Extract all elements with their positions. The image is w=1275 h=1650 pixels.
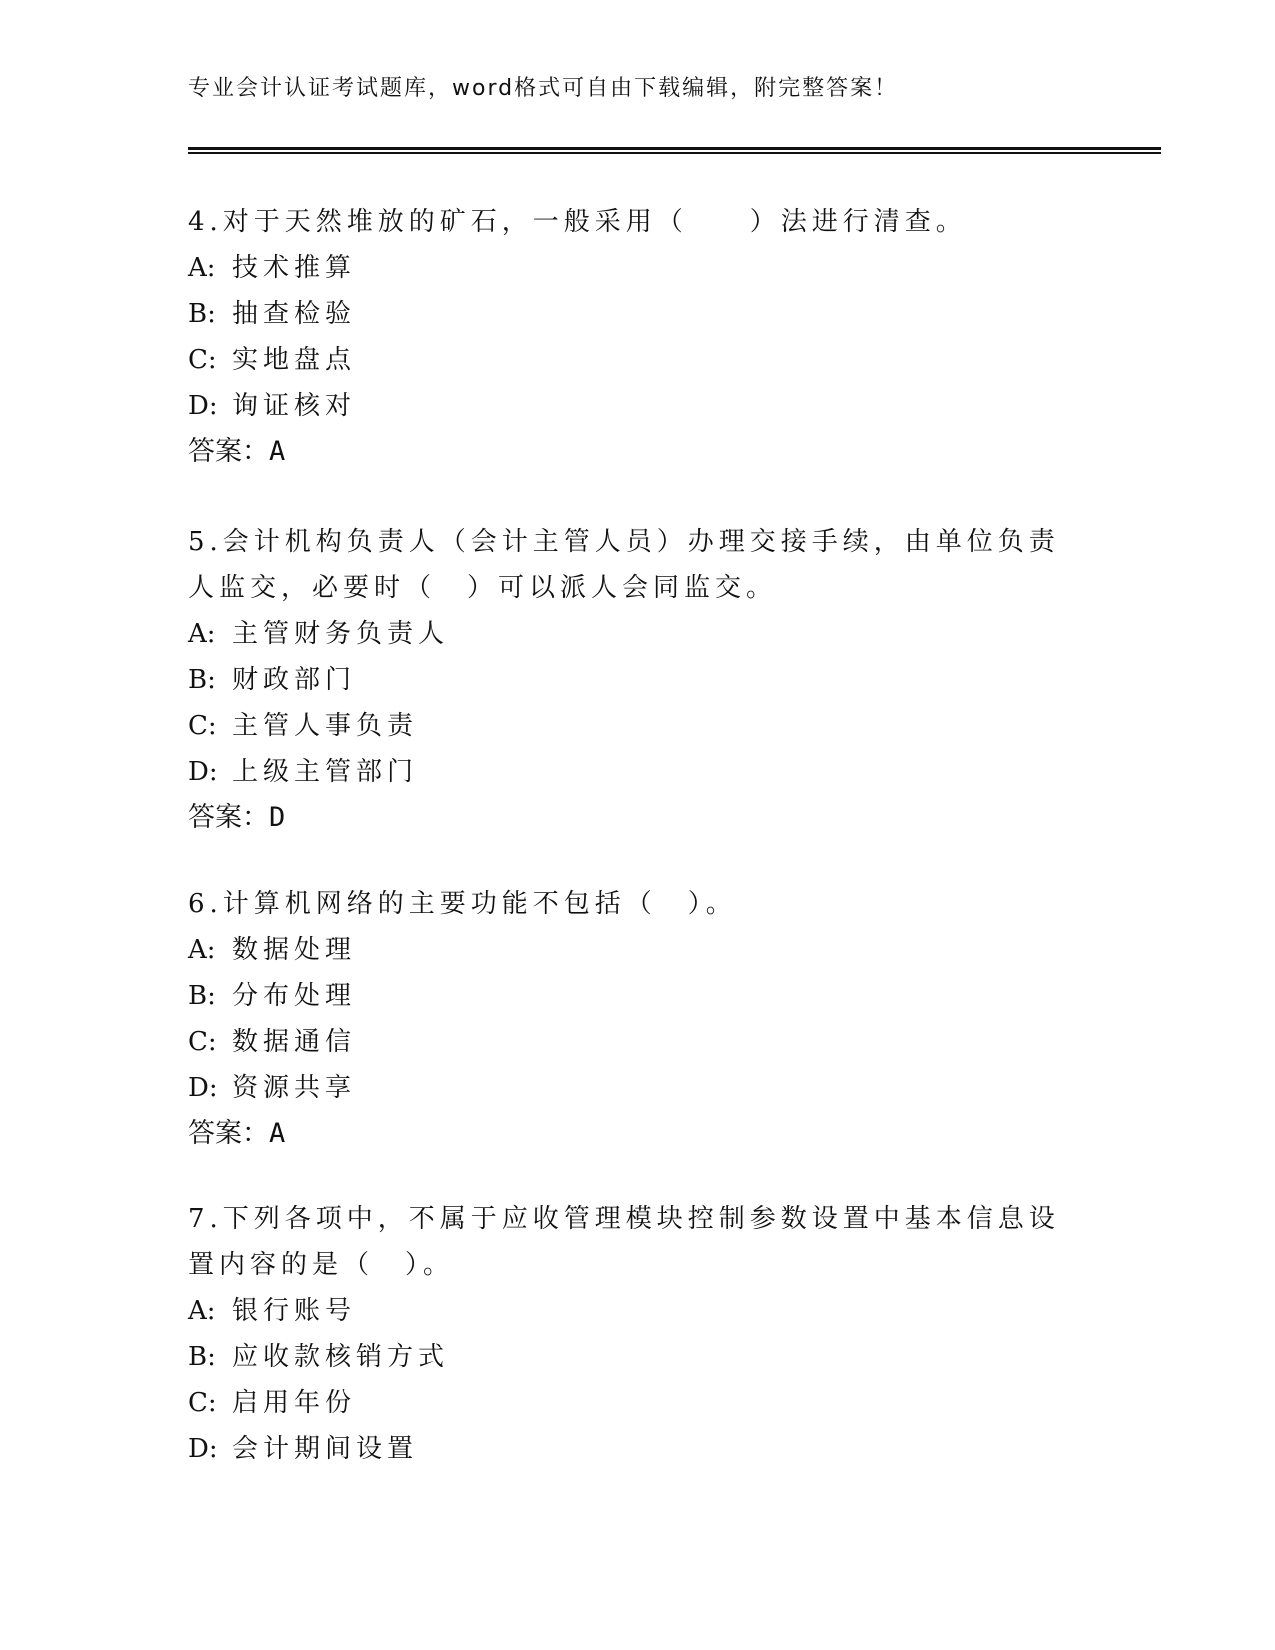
option-text: 资源共享 [232,1073,357,1103]
option-letter: A: [188,253,216,283]
option-d [188,749,1088,795]
option-text: 上级主管部门 [232,757,419,787]
question-stem: 4.对于天然堆放的矿石，一般采用（ ）法进行清查。 [188,207,967,237]
option-b [188,657,1088,703]
option-letter: D: [188,757,218,787]
option-text: 主管人事负责 [232,711,419,741]
option-letter: B: [188,299,216,329]
option-letter: A: [188,1296,216,1326]
option-text: 数据处理 [232,935,357,965]
option-c [188,1019,1088,1065]
option-text: 抽查检验 [232,299,357,329]
option-letter: B: [188,1342,216,1372]
answer-value: A [269,1118,286,1149]
option-letter: B: [188,981,216,1011]
question-stem: 6.计算机网络的主要功能不包括（ ）。 [188,889,737,919]
option-c [188,703,1088,749]
answer-value: D [269,802,286,833]
page-header: 专业会计认证考试题库，word格式可自由下载编辑，附完整答案！ [188,76,899,101]
option-text: 会计期间设置 [232,1434,419,1464]
option-letter: C: [188,711,217,741]
answer-line [188,429,1088,475]
question-7 [188,1196,1088,1472]
header-divider-thin [188,152,1161,154]
option-letter: A: [188,619,216,649]
option-a [188,611,1088,657]
option-letter: C: [188,345,217,375]
option-c [188,337,1088,383]
option-text: 银行账号 [232,1296,357,1326]
option-text: 财政部门 [232,665,357,695]
question-stem: 5.会计机构负责人（会计主管人员）办理交接手续，由单位负责人监交，必要时（ ）可以派人会同监交。 [188,527,1060,603]
option-d [188,383,1088,429]
option-text: 启用年份 [232,1388,357,1418]
option-c [188,1380,1088,1426]
option-d [188,1426,1088,1472]
option-letter: D: [188,1434,218,1464]
option-b [188,291,1088,337]
option-a [188,1288,1088,1334]
question-5 [188,519,1088,841]
option-a [188,245,1088,291]
option-text: 询证核对 [232,391,357,421]
answer-line [188,1111,1088,1157]
option-text: 技术推算 [232,253,357,283]
option-d [188,1065,1088,1111]
option-text: 主管财务负责人 [232,619,450,649]
answer-label: 答案： [188,436,269,467]
header-divider-thick [188,147,1161,150]
question-6 [188,881,1088,1157]
option-letter: B: [188,665,216,695]
question-stem: 7.下列各项中，不属于应收管理模块控制参数设置中基本信息设置内容的是（ ）。 [188,1204,1060,1280]
option-text: 实地盘点 [232,345,357,375]
answer-label: 答案： [188,1118,269,1149]
option-letter: D: [188,1073,218,1103]
option-a [188,927,1088,973]
option-letter: C: [188,1027,217,1057]
option-b [188,973,1088,1019]
option-letter: D: [188,391,218,421]
option-text: 分布处理 [232,981,357,1011]
option-text: 应收款核销方式 [232,1342,450,1372]
question-4 [188,199,1088,475]
option-text: 数据通信 [232,1027,357,1057]
option-b [188,1334,1088,1380]
answer-value: A [269,436,286,467]
option-letter: A: [188,935,216,965]
option-letter: C: [188,1388,217,1418]
answer-line [188,795,1088,841]
answer-label: 答案： [188,802,269,833]
